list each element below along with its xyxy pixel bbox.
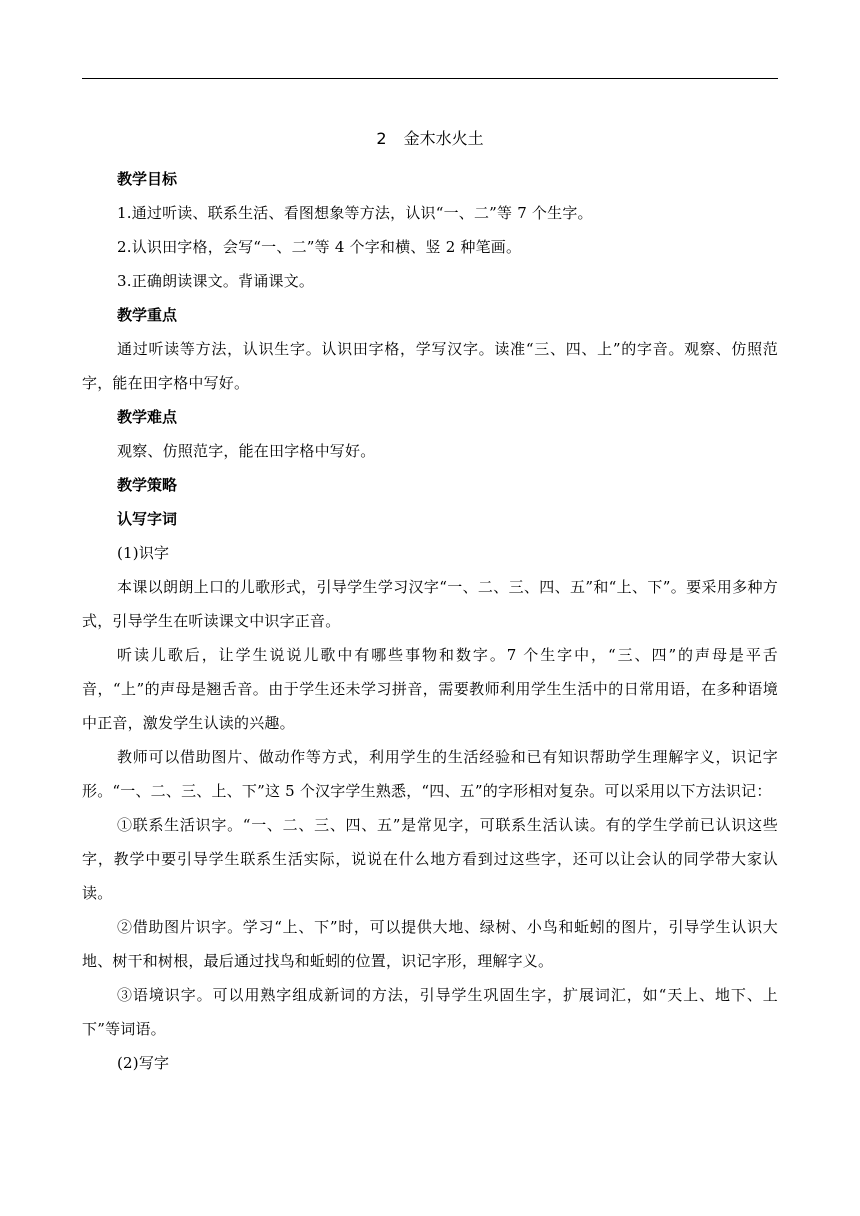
difficulty-text: 观察、仿照范字，能在田字格中写好。	[117, 442, 376, 460]
recognize-paragraph: ②借助图片识字。学习“上、下”时，可以提供大地、绿树、小鸟和蚯蚓的图片，引导学生认识大地、树干和树根，最后通过找鸟和蚯蚓的位置，识记字形，理解字义。	[82, 918, 778, 970]
recognize-paragraph: 听读儿歌后，让学生说说儿歌中有哪些事物和数字。7 个生字中，“三、四”的声母是平舌音，“上”的声母是翘舌音。由于学生还未学习拼音，需要教师利用学生生活中的日常用语，在多种语境中正音，激发学生认读的兴趣。	[82, 646, 778, 732]
strategy-heading: 教学策略	[117, 476, 178, 494]
goal-item: 3.正确朗读课文。背诵课文。	[117, 272, 315, 290]
recognize-paragraph: 本课以朗朗上口的儿歌形式，引导学生学习汉字“一、二、三、四、五”和“上、下”。要采用多种方式，引导学生在听读课文中识字正音。	[82, 578, 778, 630]
document-page	[82, 0, 778, 1216]
difficulty-heading: 教学难点	[117, 408, 178, 426]
words-heading: 认写字词	[117, 510, 178, 528]
goal-item: 2.认识田字格，会写“一、二”等 4 个字和横、竖 2 种笔画。	[117, 238, 522, 256]
document-content	[82, 128, 778, 1080]
header-rule	[82, 78, 778, 79]
recognize-label: (1)识字	[117, 544, 170, 562]
lesson-title	[82, 128, 778, 150]
write-label: (2)写字	[117, 1054, 170, 1072]
recognize-paragraph: ①联系生活识字。“一、二、三、四、五”是常见字，可联系生活认读。有的学生学前已认识这些字，教学中要引导学生联系生活实际，说说在什么地方看到过这些字，还可以让会认的同学带大家认读。	[82, 816, 778, 902]
lesson-title-text: 金木水火土	[403, 129, 484, 148]
key-points-heading: 教学重点	[117, 306, 178, 324]
goals-heading: 教学目标	[117, 170, 178, 188]
recognize-paragraph: ③语境识字。可以用熟字组成新词的方法，引导学生巩固生字，扩展词汇，如“天上、地下、上下”等词语。	[82, 986, 778, 1038]
lesson-number: 2	[376, 129, 387, 148]
key-points-text: 通过听读等方法，认识生字。认识田字格，学写汉字。读准“三、四、上”的字音。观察、仿照范字，能在田字格中写好。	[82, 340, 778, 392]
goal-item: 1.通过听读、联系生活、看图想象等方法，认识“一、二”等 7 个生字。	[117, 204, 593, 222]
recognize-paragraph: 教师可以借助图片、做动作等方式，利用学生的生活经验和已有知识帮助学生理解字义，识记字形。“一、二、三、上、下”这 5 个汉字学生熟悉，“四、五”的字形相对复杂。可以采用以下方法识记：	[82, 748, 778, 800]
